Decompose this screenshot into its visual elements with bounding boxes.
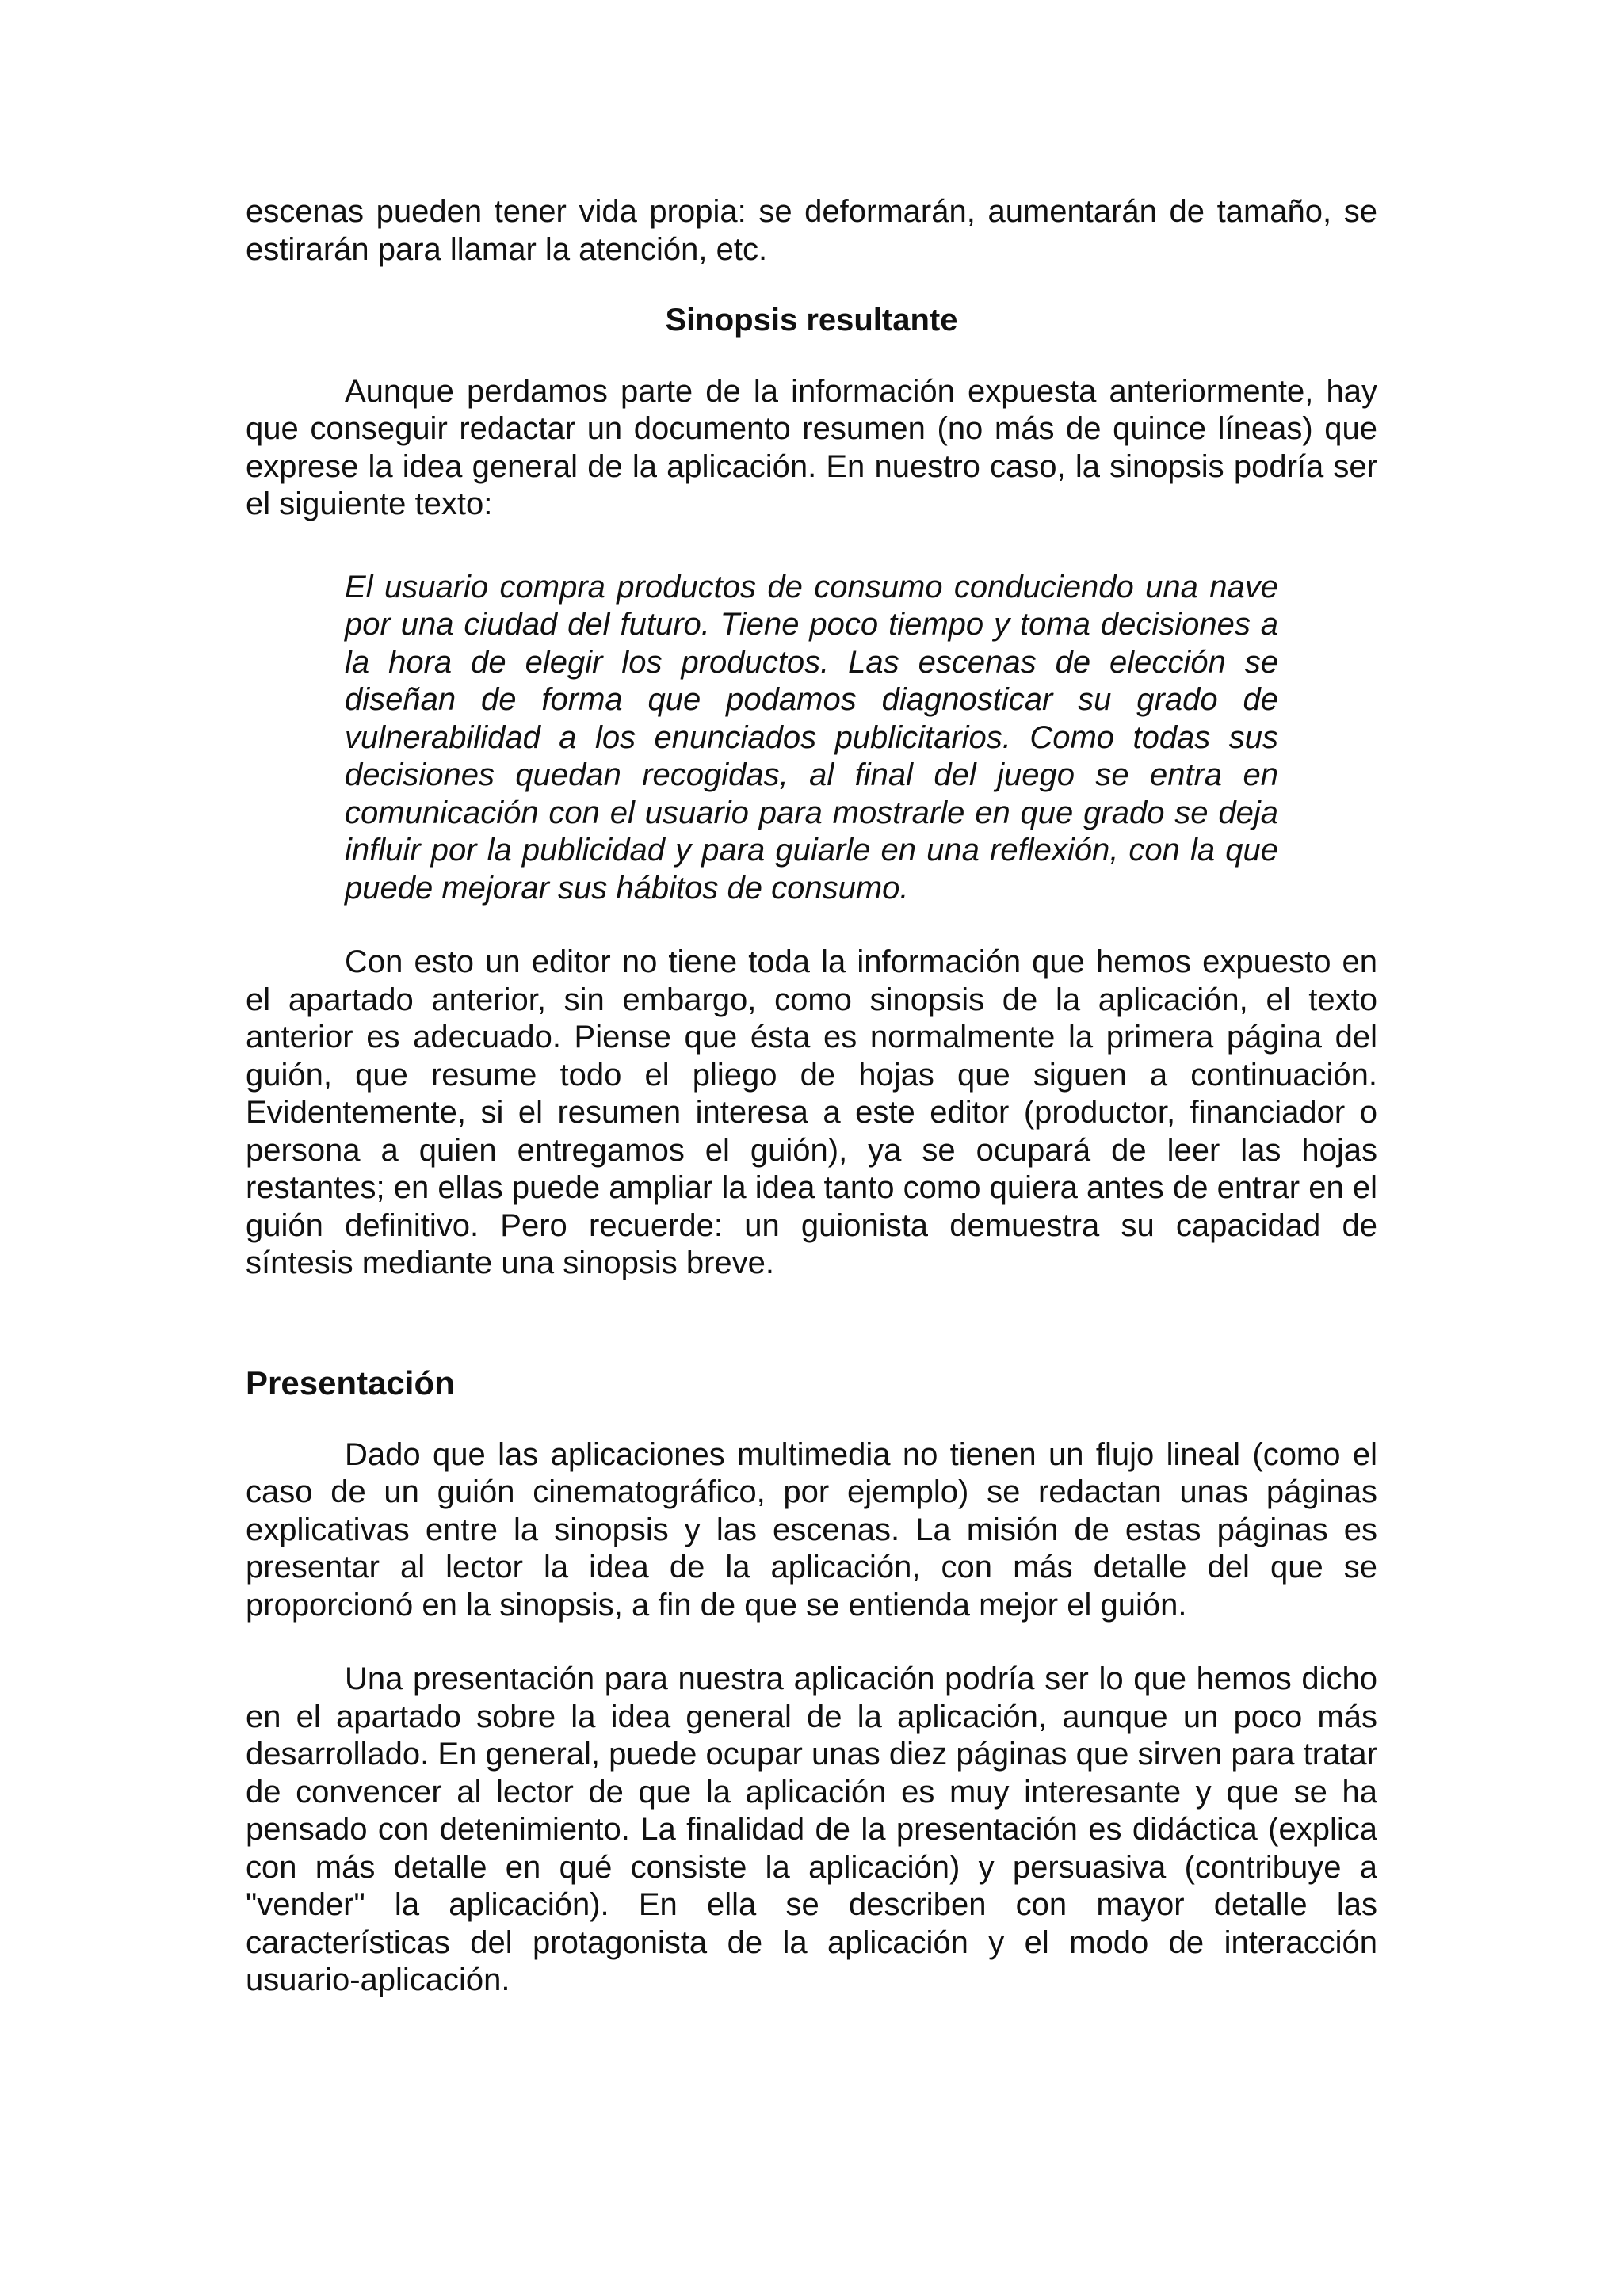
spacer xyxy=(246,1624,1377,1661)
spacer xyxy=(246,907,1377,944)
document-page xyxy=(246,193,1377,2000)
presentacion-paragraph-2: Una presentación para nuestra aplicación podría ser lo que hemos dicho en el apartado sobre la idea general de la aplicación, aunque un poco más desarrollado. En general, puede ocupar unas diez páginas que sirven para tratar de convencer al lector de que la aplicación es muy interesante y que se ha pensado con detenimiento. La finalidad de la presentación es didáctica (explica con más detalle en qué consiste la aplicación) y persuasiva (contribuye a "vender" la aplicación). En ella se describen con mayor detalle las características del protagonista de la aplicación y el modo de interacción usuario-aplicación. xyxy=(246,1661,1377,1997)
section-title-presentacion: Presentación xyxy=(246,1363,455,1402)
sinopsis-paragraph-2: Con esto un editor no tiene toda la información que hemos expuesto en el apartado anterior, sin embargo, como sinopsis de la aplicación, el texto anterior es adecuado. Piense que ésta es normalmente la primera página del guión, que resume todo el pliego de hojas que siguen a continuación. Evidentemente, si el resumen interesa a este editor (productor, financiador o persona a quien entregamos el guión), ya se ocupará de leer las hojas restantes; en ellas puede ampliar la idea tanto como quiera antes de entrar en el guión definitivo. Pero recuerde: un guionista demuestra su capacidad de síntesis mediante una sinopsis breve. xyxy=(246,944,1377,1280)
sinopsis-paragraph-1: Aunque perdamos parte de la información expuesta anteriormente, hay que conseguir redactar un documento resumen (no más de quince líneas) que exprese la idea general de la aplicación. En nuestro caso, la sinopsis podría ser el siguiente texto: xyxy=(246,373,1377,521)
presentacion-paragraph-1: Dado que las aplicaciones multimedia no tienen un flujo lineal (como el caso de un guión cinematográfico, por ejemplo) se redactan unas páginas explicativas entre la sinopsis y las escenas. La misión de estas páginas es presentar al lector la idea de la aplicación, con más detalle del que se proporcionó en la sinopsis, a fin de que se entienda mejor el guión. xyxy=(246,1436,1377,1623)
spacer xyxy=(246,340,1377,373)
sinopsis-quote: El usuario compra productos de consumo conduciendo una nave por una ciudad del futuro. Tiene poco tiempo y toma decisiones a la hora de elegir los productos. Las escenas de elección se diseñan de forma que podamos diagnosticar su grado de vulnerabilidad a los enunciados publicitarios. Como todas sus decisiones quedan recogidas, al final del juego se entra en comunicación con el usuario para mostrarle en que grado se deja influir por la publicidad y para guiarle en una reflexión, con la que puede mejorar sus hábitos de consumo. xyxy=(345,569,1278,906)
intro-paragraph: escenas pueden tener vida propia: se deformarán, aumentarán de tamaño, se estirarán para llamar la atención, etc. xyxy=(246,194,1377,267)
spacer xyxy=(246,1403,1377,1436)
spacer xyxy=(246,1283,1377,1363)
section-title-sinopsis: Sinopsis resultante xyxy=(665,303,958,338)
